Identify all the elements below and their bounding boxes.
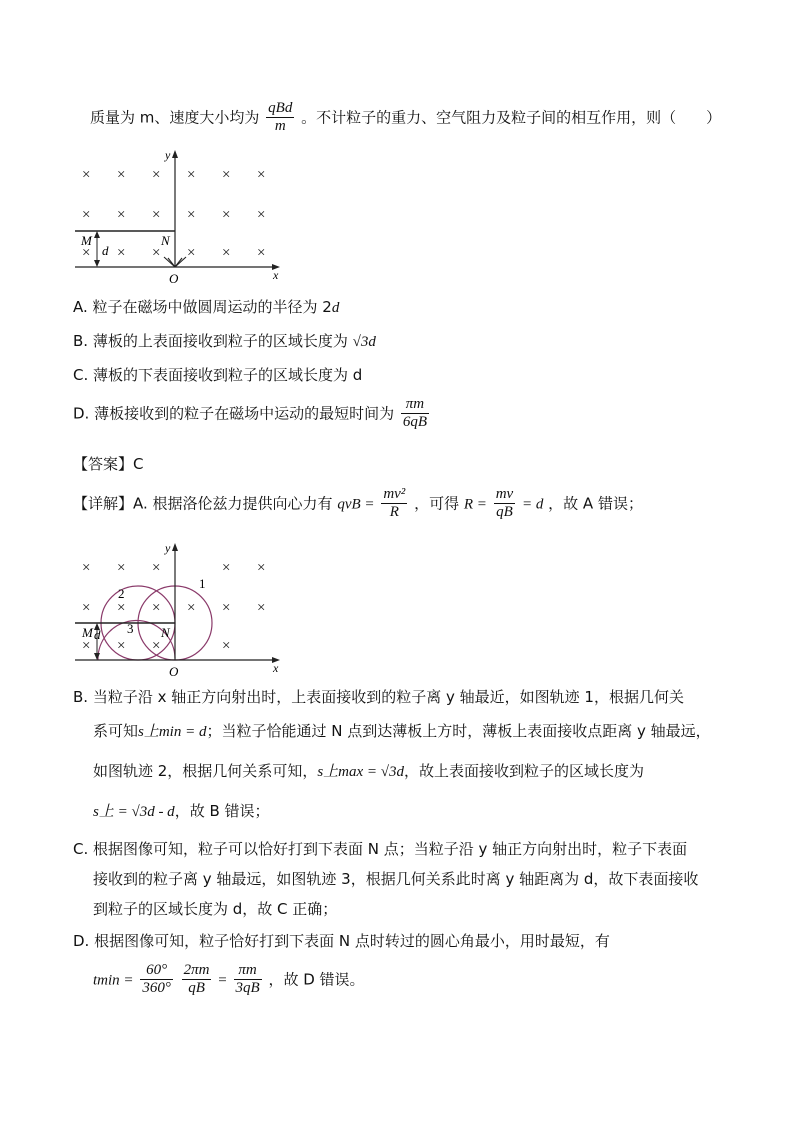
svg-text:×: × bbox=[187, 167, 196, 183]
fig2-trajectory-3-label: 3 bbox=[127, 621, 134, 636]
svg-text:×: × bbox=[222, 638, 231, 654]
fig1-N-label: N bbox=[161, 233, 170, 248]
detail-b-line1: B. 当粒子沿 x 轴正方向射出时，上表面接收到的粒子离 y 轴最近，如图轨迹 1，根据几何关 bbox=[73, 688, 684, 706]
detail-b-line2-pre: 系可知 bbox=[93, 722, 139, 740]
detail-a-eq2-lhs: R = bbox=[463, 496, 487, 513]
svg-text:×: × bbox=[257, 207, 266, 223]
detail-a-eq2-num: mv bbox=[494, 486, 516, 504]
fig2-M-label: M bbox=[82, 625, 93, 640]
svg-text:×: × bbox=[257, 167, 266, 183]
detail-a-eq1-frac bbox=[381, 486, 407, 522]
detail-d-frac1 bbox=[140, 962, 173, 998]
detail-c-line2: 接收到的粒子离 y 轴最远，如图轨迹 3，根据几何关系此时离 y 轴距离为 d，故下表面接收 bbox=[93, 870, 699, 888]
answer-label: 【答案】C bbox=[73, 455, 144, 473]
detail-b-line3-pre: 如图轨迹 2，根据几何关系可知， bbox=[93, 762, 318, 780]
detail-c-line3: 到粒子的区域长度为 d，故 C 正确； bbox=[93, 900, 338, 918]
svg-text:×: × bbox=[222, 167, 231, 183]
svg-text:×: × bbox=[117, 245, 126, 261]
option-d-text: D. 薄板接收到的粒子在磁场中运动的最短时间为 bbox=[73, 404, 395, 423]
option-d bbox=[73, 396, 431, 432]
figure-1-magnetic-field bbox=[70, 145, 300, 285]
detail-a-prefix: 【详解】A. 根据洛伦兹力提供向心力有 bbox=[73, 494, 333, 513]
fig2-origin-label: O bbox=[169, 664, 179, 679]
svg-text:×: × bbox=[117, 207, 126, 223]
svg-text:×: × bbox=[222, 560, 231, 576]
detail-b-line2-math: s上min = d bbox=[138, 724, 207, 740]
svg-text:×: × bbox=[82, 600, 91, 616]
svg-text:×: × bbox=[257, 600, 266, 616]
detail-d-frac1-den: 360° bbox=[142, 980, 171, 997]
fig1-M-label: M bbox=[81, 233, 92, 248]
detail-d-frac3-num: πm bbox=[234, 962, 262, 980]
detail-a bbox=[73, 486, 643, 522]
svg-text:×: × bbox=[187, 245, 196, 261]
intro-text-after: 。不计粒子的重力、空气阻力及粒子间的相互作用，则（ ） bbox=[301, 108, 722, 127]
option-a bbox=[73, 296, 339, 319]
detail-d-frac1-num: 60° bbox=[140, 962, 173, 980]
svg-text:×: × bbox=[222, 207, 231, 223]
option-a-text: A. 粒子在磁场中做圆周运动的半径为 2 bbox=[73, 298, 332, 316]
svg-text:×: × bbox=[257, 245, 266, 261]
detail-b-line2 bbox=[93, 720, 711, 743]
option-c-text: C. 薄板的下表面接收到粒子的区域长度为 d bbox=[73, 366, 363, 384]
detail-a-eq1-den: R bbox=[389, 504, 399, 521]
svg-text:×: × bbox=[152, 600, 161, 616]
fig2-N-label: N bbox=[161, 625, 170, 640]
fig2-d-label: d bbox=[94, 627, 101, 642]
svg-text:×: × bbox=[152, 638, 161, 654]
svg-text:×: × bbox=[82, 167, 91, 183]
svg-text:×: × bbox=[152, 207, 161, 223]
svg-text:×: × bbox=[152, 560, 161, 576]
detail-d-frac3-den: 3qB bbox=[235, 980, 260, 997]
svg-text:×: × bbox=[187, 600, 196, 616]
detail-d-suffix: ，故 D 错误。 bbox=[268, 970, 365, 989]
intro-fraction bbox=[266, 100, 294, 136]
svg-text:×: × bbox=[117, 600, 126, 616]
option-c bbox=[73, 364, 362, 386]
detail-d-frac2-den: qB bbox=[188, 980, 205, 997]
detail-d-equation bbox=[93, 962, 365, 998]
option-b-math: √3d bbox=[352, 334, 376, 350]
svg-text:×: × bbox=[82, 638, 91, 654]
svg-text:×: × bbox=[187, 207, 196, 223]
fig2-trajectory-1-label: 1 bbox=[199, 576, 206, 591]
svg-text:×: × bbox=[82, 207, 91, 223]
detail-b-line3-math: s上max = √3d bbox=[317, 764, 405, 780]
intro-frac-num: qBd bbox=[266, 100, 294, 118]
detail-b-line4-math: s上 = √3d - d bbox=[93, 804, 175, 820]
svg-text:×: × bbox=[82, 245, 91, 261]
svg-text:×: × bbox=[222, 245, 231, 261]
option-d-fraction bbox=[401, 396, 429, 432]
cross-grid bbox=[82, 167, 265, 261]
detail-d-eq-mid: = bbox=[218, 972, 227, 989]
fig2-y-label: y bbox=[165, 541, 171, 555]
detail-d-line1: D. 根据图像可知，粒子恰好打到下表面 N 点时转过的圆心角最小，用时最短，有 bbox=[73, 932, 610, 950]
figure-2-trajectories bbox=[70, 540, 300, 680]
fig1-d-label: d bbox=[102, 243, 109, 258]
detail-b-line4-post: ，故 B 错误； bbox=[174, 802, 270, 820]
svg-text:×: × bbox=[257, 560, 266, 576]
fig2-trajectory-2-label: 2 bbox=[118, 586, 125, 601]
cross-grid-2 bbox=[82, 560, 265, 654]
detail-d-eq-lhs: tmin = bbox=[93, 972, 134, 989]
option-a-math: d bbox=[331, 300, 340, 316]
svg-text:×: × bbox=[82, 560, 91, 576]
detail-a-eq1-num: mv² bbox=[381, 486, 407, 504]
svg-text:×: × bbox=[117, 638, 126, 654]
svg-text:×: × bbox=[117, 167, 126, 183]
fig2-x-label: x bbox=[273, 661, 279, 675]
detail-c-line1: C. 根据图像可知，粒子可以恰好打到下表面 N 点；当粒子沿 y 轴正方向射出时，粒子下表面 bbox=[73, 840, 688, 858]
svg-text:×: × bbox=[117, 560, 126, 576]
detail-d-frac2 bbox=[182, 962, 212, 998]
option-d-frac-den: 6qB bbox=[402, 414, 428, 431]
fig1-x-label: x bbox=[273, 268, 279, 282]
detail-d-frac2-num: 2πm bbox=[182, 962, 212, 980]
detail-a-eq1-lhs: qvB = bbox=[337, 496, 375, 513]
svg-text:×: × bbox=[152, 167, 161, 183]
detail-a-eq2-frac bbox=[494, 486, 516, 522]
detail-d-frac3 bbox=[234, 962, 262, 998]
option-b-text: B. 薄板的上表面接收到粒子的区域长度为 bbox=[73, 332, 353, 350]
question-intro bbox=[90, 100, 721, 136]
fig1-origin-label: O bbox=[169, 271, 179, 285]
option-b bbox=[73, 330, 376, 353]
detail-b-line4 bbox=[93, 800, 270, 823]
intro-frac-den: m bbox=[274, 118, 286, 135]
detail-a-eq2-rhs: = d bbox=[522, 496, 544, 513]
fig1-y-label: y bbox=[165, 148, 171, 162]
detail-a-suffix: ，故 A 错误； bbox=[548, 494, 643, 513]
detail-b-line2-post: ；当粒子恰能通过 N 点到达薄板上方时，薄板上表面接收点距离 y 轴最远， bbox=[206, 722, 711, 740]
intro-text-before: 质量为 m、速度大小均为 bbox=[90, 108, 260, 127]
detail-b-line3-post: ，故上表面接收到粒子的区域长度为 bbox=[404, 762, 645, 780]
detail-a-eq2-den: qB bbox=[496, 504, 513, 521]
option-d-frac-num: πm bbox=[401, 396, 429, 414]
svg-text:×: × bbox=[222, 600, 231, 616]
svg-text:×: × bbox=[152, 245, 161, 261]
detail-a-mid: ，可得 bbox=[414, 494, 460, 513]
detail-b-line3 bbox=[93, 760, 644, 783]
